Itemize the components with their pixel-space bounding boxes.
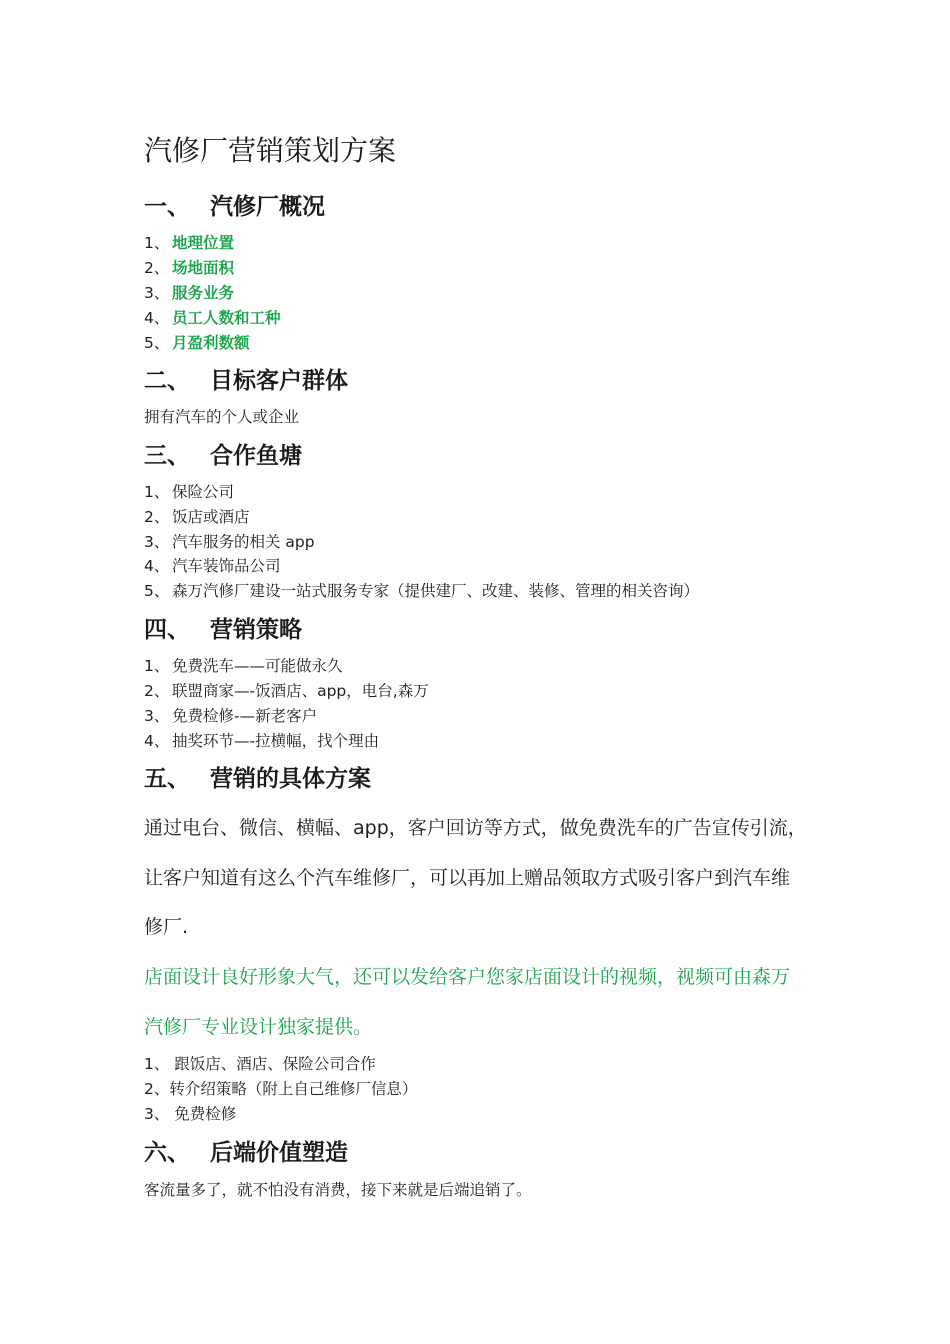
section-number: 五、	[144, 766, 190, 792]
list-item: 3、 汽车服务的相关 app	[144, 533, 315, 551]
list-item: 1、 跟饭店、酒店、保险公司合作	[144, 1055, 376, 1073]
list-item: 2、 场地面积	[144, 259, 235, 277]
highlight-line: 汽修厂专业设计独家提供。	[144, 1016, 373, 1038]
section-5-heading	[144, 763, 371, 795]
paragraph-line: 让客户知道有这么个汽车维修厂，可以再加上赠品领取方式吸引客户到汽车维	[144, 867, 791, 889]
list-item: 1、 地理位置	[144, 234, 235, 252]
list-item: 1、 免费洗车——可能做永久	[144, 657, 343, 675]
section-2-text: 拥有汽车的个人或企业	[144, 408, 300, 426]
section-6-text: 客流量多了，就不怕没有消费，接下来就是后端追销了。	[144, 1181, 532, 1199]
section-number: 三、	[144, 443, 190, 469]
section-title: 营销的具体方案	[210, 766, 371, 792]
section-title: 后端价值塑造	[210, 1140, 348, 1166]
section-number: 二、	[144, 368, 190, 394]
list-item: 3、 免费检修-—新老客户	[144, 707, 318, 725]
list-item: 4、 员工人数和工种	[144, 309, 281, 327]
paragraph-line: 通过电台、微信、横幅、app，客户回访等方式，做免费洗车的广告宣传引流，	[144, 817, 807, 839]
list-item: 4、 汽车装饰品公司	[144, 557, 281, 575]
list-item: 3、 免费检修	[144, 1105, 237, 1123]
list-item: 5、 森万汽修厂建设一站式服务专家（提供建厂、改建、装修、管理的相关咨询）	[144, 582, 700, 600]
list-item: 2、转介绍策略（附上自己维修厂信息）	[144, 1080, 418, 1098]
list-item: 1、 保险公司	[144, 483, 235, 501]
section-6-heading	[144, 1137, 348, 1169]
paragraph-line: 修厂.	[144, 916, 189, 938]
list-item: 3、 服务业务	[144, 284, 235, 302]
section-title: 合作鱼塘	[210, 443, 302, 469]
section-2-heading	[144, 365, 348, 397]
highlight-line: 店面设计良好形象大气，还可以发给客户您家店面设计的视频，视频可由森万	[144, 966, 791, 988]
list-item: 2、 饭店或酒店	[144, 508, 250, 526]
section-1-heading	[144, 191, 325, 223]
section-4-heading	[144, 614, 302, 646]
section-3-heading	[144, 440, 302, 472]
list-item: 2、 联盟商家—-饭酒店、app，电台,森万	[144, 682, 429, 700]
section-title: 目标客户群体	[210, 368, 348, 394]
list-item: 5、 月盈利数额	[144, 334, 250, 352]
section-number: 一、	[144, 194, 190, 220]
section-number: 四、	[144, 617, 190, 643]
section-title: 营销策略	[210, 617, 302, 643]
document-title: 汽修厂营销策划方案	[144, 134, 397, 167]
section-title: 汽修厂概况	[210, 194, 325, 220]
section-number: 六、	[144, 1140, 190, 1166]
list-item: 4、 抽奖环节—-拉横幅，找个理由	[144, 732, 380, 750]
